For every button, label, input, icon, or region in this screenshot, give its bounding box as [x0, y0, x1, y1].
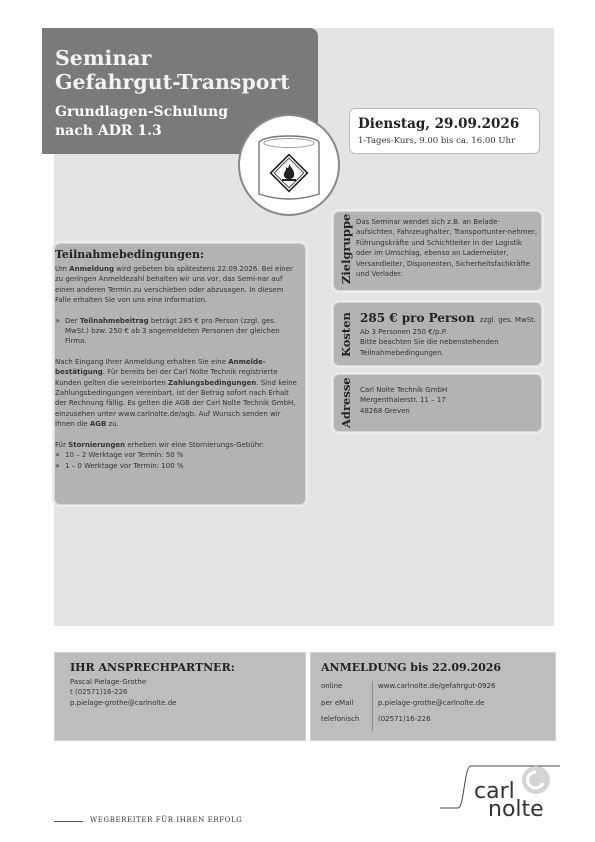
conditions-fee: » Der Teilnahmebeitrag beträgt 285 € pro Person (zzgl. ges. MwSt.) bzw. 250 € ab 3 angemeldeten Personen der gleichen Firma. [55, 315, 280, 346]
price-note: zzgl. ges. MwSt. [479, 316, 537, 324]
cancellation-item-1: » 10 – 2 Werktage vor Termin: 50 % [55, 450, 184, 460]
registration-phone: (02571)16-226 [378, 715, 431, 723]
target-group-box [333, 211, 542, 291]
costs-group-price: Ab 3 Personen 250 €/p.P. [360, 328, 448, 336]
conditions-box [54, 243, 306, 505]
costs-label: Kosten [339, 312, 353, 357]
costs-box [333, 302, 542, 366]
logo-text-carl: carl [474, 779, 515, 804]
arrow-icon: » [55, 315, 60, 325]
target-group-text: Das Seminar wendet sich z.B. an Belade-aufsichten, Fahrzeughalter, Transportunter-nehmer, Führungskräfte und Schichtleiter in der Logistik oder im Umschlag, ebenso an Lademeister, Versandleiter, Disponenten, Sicherheitsfachkräfte und Verlader. [356, 218, 538, 279]
costs-note: Bitte beachten Sie die nebenstehenden Teilnahmebedingungen. [360, 338, 499, 357]
registration-heading: ANMELDUNG bis 22.09.2026 [321, 661, 502, 674]
costs-details [360, 327, 538, 358]
contact-heading: IHR ANSPRECHPARTNER: [70, 661, 235, 674]
subtitle-line-1: Grundlagen-Schulung [55, 104, 229, 120]
page-title [55, 46, 320, 94]
address-street: Mergenthalerstr. 11 – 17 [360, 396, 446, 405]
registration-key: per eMail [321, 698, 373, 715]
date-detail: 1-Tages-Kurs, 9.00 bis ca. 16.00 Uhr [358, 136, 516, 146]
registration-email[interactable]: p.pielage-grothe@carlnolte.de [378, 698, 485, 707]
title-line-1: Seminar [55, 46, 152, 70]
arrow-icon: » [55, 450, 60, 460]
contact-email[interactable]: p.pielage-grothe@carlnolte.de [70, 698, 177, 707]
subtitle-line-2: nach ADR 1.3 [55, 123, 162, 139]
registration-row [321, 681, 495, 698]
contact-phone: t (02571)16-226 [70, 688, 128, 697]
registration-box [310, 652, 556, 741]
arrow-icon: » [55, 460, 60, 470]
cancellation-item-2: » 1 – 0 Werktage vor Termin: 100 % [55, 460, 184, 470]
address-box [333, 374, 542, 432]
conditions-heading: Teilnahmebedingungen: [55, 248, 205, 261]
address-city: 48268 Greven [360, 406, 410, 415]
footer-slogan: WEGBEREITER FÜR IHREN ERFOLG [90, 816, 243, 824]
contact-box [54, 652, 306, 741]
price: 285 € pro Person [360, 311, 475, 325]
carl-nolte-logo [440, 750, 560, 822]
registration-row [321, 714, 495, 731]
conditions-body [55, 264, 301, 471]
footer-divider [54, 821, 83, 822]
address-company: Carl Nolte Technik GmbH [360, 386, 448, 394]
logo-text-nolte: nolte [488, 797, 544, 822]
contact-details [70, 677, 176, 708]
address-label: Adresse [339, 377, 353, 428]
conditions-registration: Um Anmeldung wird gebeten bis spätestens 22.09.2026. Bei einer zu geringen Anmeldezahl behalten wir uns vor, das Semi-nar auf einen anderen Termin zu verschieben oder abzusagen. In diesem Falle erhalten Sie von uns eine Information. [55, 265, 293, 305]
title-line-2: Gefahrgut-Transport [55, 70, 290, 94]
conditions-cancellation: Für Stornierungen erheben wir eine Stornierungs-Gebühr: [55, 440, 265, 449]
registration-key: telefonisch [321, 714, 373, 731]
hazard-drum-graphic [240, 116, 338, 214]
date-main: Dienstag, 29.09.2026 [358, 116, 520, 132]
registration-row [321, 698, 495, 715]
address-text [360, 385, 538, 416]
contact-name: Pascal Pielage-Grothe [70, 678, 147, 686]
target-group-label: Zielgruppe [339, 213, 353, 284]
registration-url[interactable]: www.carlnolte.de/gefahrgut-0926 [378, 682, 496, 690]
registration-key: online [321, 681, 373, 698]
registration-table [321, 681, 495, 731]
hazard-drum-icon [238, 114, 340, 216]
logo-graphic [440, 750, 560, 822]
date-box [349, 108, 540, 154]
conditions-payment: Nach Eingang Ihrer Anmeldung erhalten Sie eine Anmelde-bestätigung. Für bereits bei der Carl Nolte Technik registrierte Kunden gelten die vereinbarten Zahlungsbedingungen. Sind keine Zahlungsbedingungen vereinbart, ist der Betrag sofort nach Erhalt der Rechnung fällig. Es gelten die AGB der Carl Nolte Technik GmbH, einzusehen unter www.carlnolte.de/agb. Auf Wunsch senden wir Ihnen die AGB zu. [55, 357, 297, 429]
price-line [360, 307, 540, 326]
